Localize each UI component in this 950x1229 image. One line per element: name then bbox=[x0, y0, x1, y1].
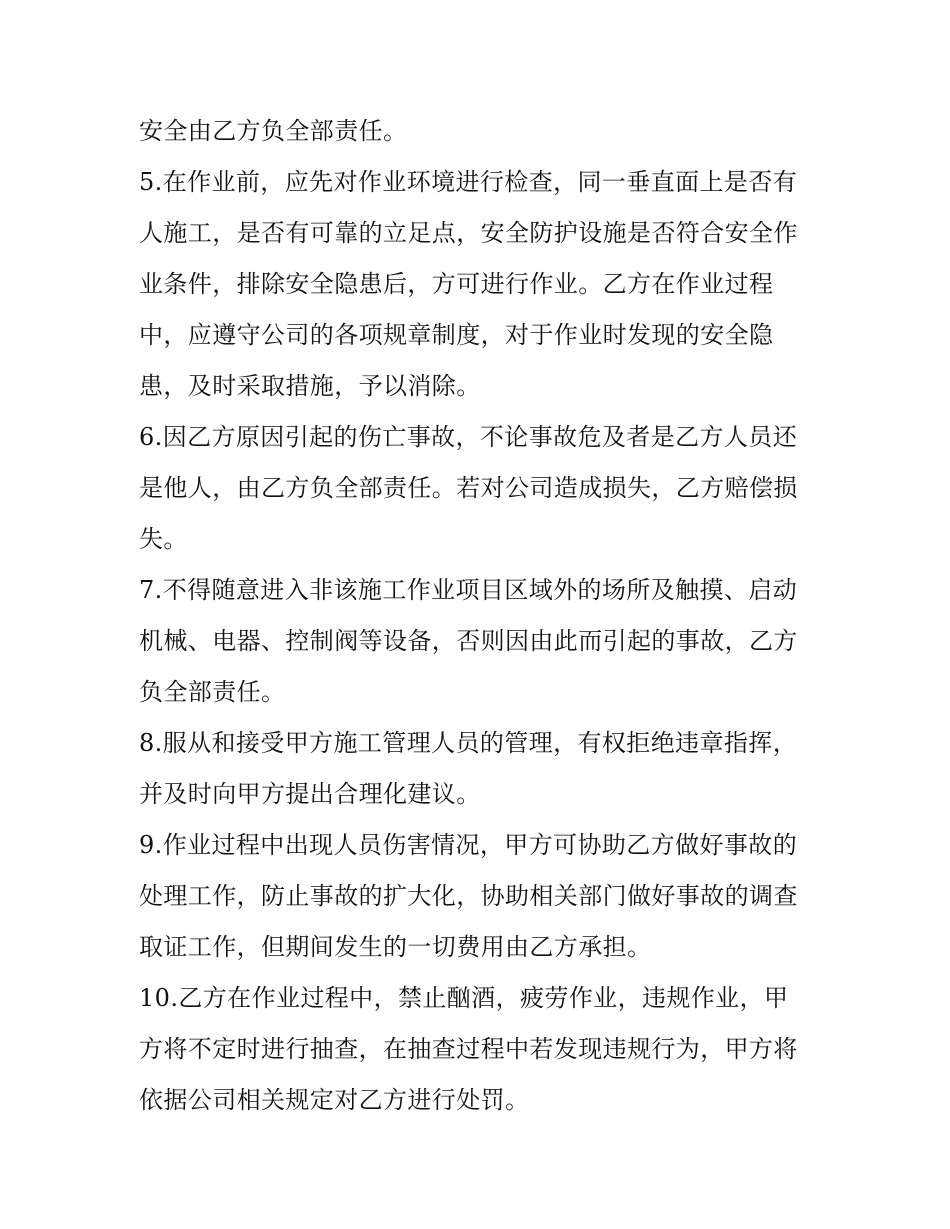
text-line: 处理工作，防止事故的扩大化，协助相关部门做好事故的调查 bbox=[139, 882, 798, 910]
text-line: 患，及时采取措施，予以消除。 bbox=[139, 372, 481, 400]
text-line: 6.因乙方原因引起的伤亡事故，不论事故危及者是乙方人员还 bbox=[139, 423, 798, 451]
text-line: 并及时向甲方提出合理化建议。 bbox=[139, 780, 481, 808]
text-line: 人施工，是否有可靠的立足点，安全防护设施是否符合安全作 bbox=[139, 219, 798, 247]
text-line: 10.乙方在作业过程中，禁止酗酒，疲劳作业，违规作业，甲 bbox=[139, 984, 789, 1012]
text-line: 7.不得随意进入非该施工作业项目区域外的场所及触摸、启动 bbox=[139, 576, 798, 604]
text-line: 9.作业过程中出现人员伤害情况，甲方可协助乙方做好事故的 bbox=[139, 831, 798, 859]
text-line: 中，应遵守公司的各项规章制度，对于作业时发现的安全隐 bbox=[139, 321, 774, 349]
text-line: 失。 bbox=[139, 525, 188, 553]
text-line: 依据公司相关规定对乙方进行处罚。 bbox=[139, 1086, 530, 1114]
text-line: 5.在作业前，应先对作业环境进行检查，同一垂直面上是否有 bbox=[139, 168, 798, 196]
text-line: 负全部责任。 bbox=[139, 678, 286, 706]
text-line: 方将不定时进行抽查，在抽查过程中若发现违规行为，甲方将 bbox=[139, 1035, 798, 1063]
document-body bbox=[139, 106, 819, 1126]
text-line: 是他人，由乙方负全部责任。若对公司造成损失，乙方赔偿损 bbox=[139, 474, 798, 502]
text-line: 8.服从和接受甲方施工管理人员的管理，有权拒绝违章指挥， bbox=[139, 729, 798, 757]
text-line: 取证工作，但期间发生的一切费用由乙方承担。 bbox=[139, 933, 652, 961]
text-line: 业条件，排除安全隐患后，方可进行作业。乙方在作业过程 bbox=[139, 270, 774, 298]
text-line: 安全由乙方负全部责任。 bbox=[139, 117, 408, 145]
text-line: 机械、电器、控制阀等设备，否则因由此而引起的事故，乙方 bbox=[139, 627, 798, 655]
